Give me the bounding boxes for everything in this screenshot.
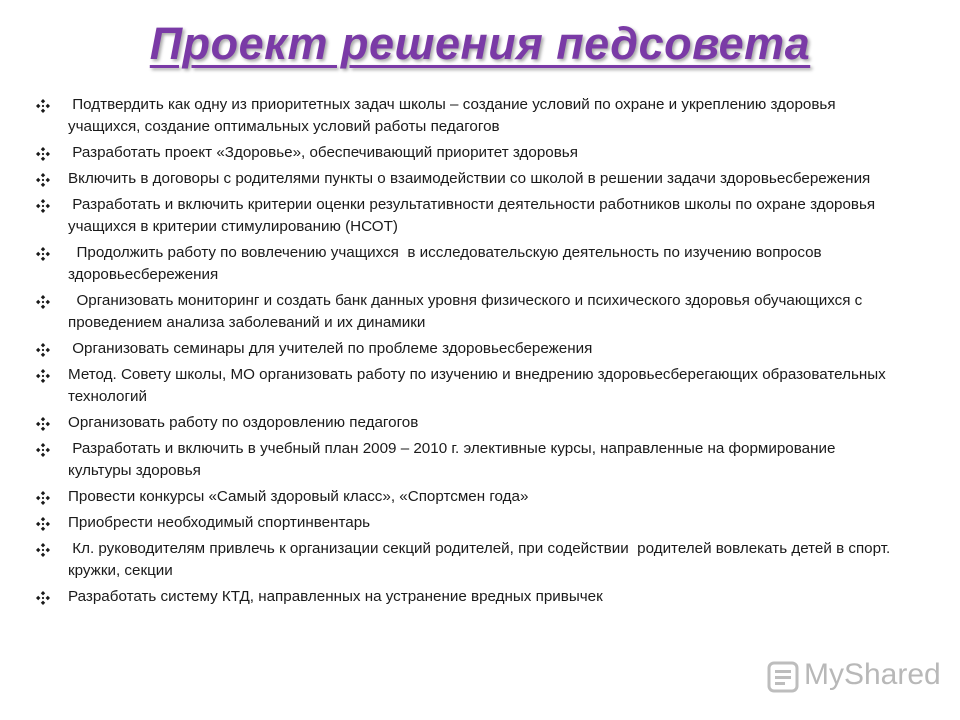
diamond-bullet-icon — [36, 517, 50, 531]
diamond-bullet-icon — [36, 443, 50, 457]
list-item-text: Кл. руководителям привлечь к организации секций родителей, при содействии родителей вовлекать детей в спорт. кружки, секции — [68, 540, 895, 579]
list-item — [36, 538, 896, 582]
diamond-bullet-icon — [36, 99, 50, 113]
page-title: Проект решения педсовета — [149, 18, 811, 69]
list-item-text: Разработать и включить в учебный план 2009 – 2010 г. элективные курсы, направленные на формирование культуры здоровья — [68, 440, 840, 479]
list-item — [36, 412, 896, 434]
list-item-text: Включить в договоры с родителями пункты о взаимодействии со школой в решении задачи здоровьесбережения — [68, 170, 871, 187]
list-item — [36, 242, 896, 286]
list-item — [36, 194, 896, 238]
watermark-text: MyShared — [804, 658, 941, 691]
diamond-bullet-icon — [36, 173, 50, 187]
list-item — [36, 168, 896, 190]
diamond-bullet-icon — [36, 491, 50, 505]
list-item — [36, 290, 896, 334]
diamond-bullet-icon — [36, 417, 50, 431]
list-item-text: Организовать семинары для учителей по проблеме здоровьесбережения — [68, 340, 593, 357]
list-item-text: Разработать систему КТД, направленных на устранение вредных привычек — [68, 588, 603, 605]
diamond-bullet-icon — [36, 343, 50, 357]
diamond-bullet-icon — [36, 295, 50, 309]
list-item — [36, 486, 896, 508]
list-item — [36, 512, 896, 534]
diamond-bullet-icon — [36, 147, 50, 161]
list-item-text: Метод. Совету школы, МО организовать работу по изучению и внедрению здоровьесберегающих образовательных технологий — [68, 366, 890, 405]
diamond-bullet-icon — [36, 247, 50, 261]
myshared-watermark — [766, 656, 941, 696]
list-item — [36, 586, 896, 608]
list-item-text: Разработать проект «Здоровье», обеспечивающий приоритет здоровья — [68, 144, 578, 161]
list-item-text: Провести конкурсы «Самый здоровый класс», «Спортсмен года» — [68, 488, 529, 505]
list-item-text: Разработать и включить критерии оценки результативности деятельности работников школы по охране здоровья учащихся в критерии стимулированию (НСОТ) — [68, 196, 880, 235]
list-item-text: Организовать мониторинг и создать банк данных уровня физического и психического здоровья обучающихся с проведением анализа заболеваний и их динамики — [68, 292, 867, 331]
list-item — [36, 364, 896, 408]
list-item — [36, 142, 896, 164]
diamond-bullet-icon — [36, 199, 50, 213]
decision-list — [36, 94, 896, 612]
list-item-text: Подтвердить как одну из приоритетных задач школы – создание условий по охране и укреплению здоровья учащихся, создание оптимальных условий работы педагогов — [68, 96, 840, 135]
list-item — [36, 338, 896, 360]
diamond-bullet-icon — [36, 543, 50, 557]
list-item-text: Приобрести необходимый спортинвентарь — [68, 514, 371, 531]
myshared-logo-icon — [766, 660, 800, 699]
list-item — [36, 94, 896, 138]
list-item — [36, 438, 896, 482]
list-item-text: Организовать работу по оздоровлению педагогов — [68, 414, 419, 431]
list-item-text: Продолжить работу по вовлечению учащихся в исследовательскую деятельность по изучению вопросов здоровьесбережения — [68, 244, 826, 283]
diamond-bullet-icon — [36, 369, 50, 383]
diamond-bullet-icon — [36, 591, 50, 605]
